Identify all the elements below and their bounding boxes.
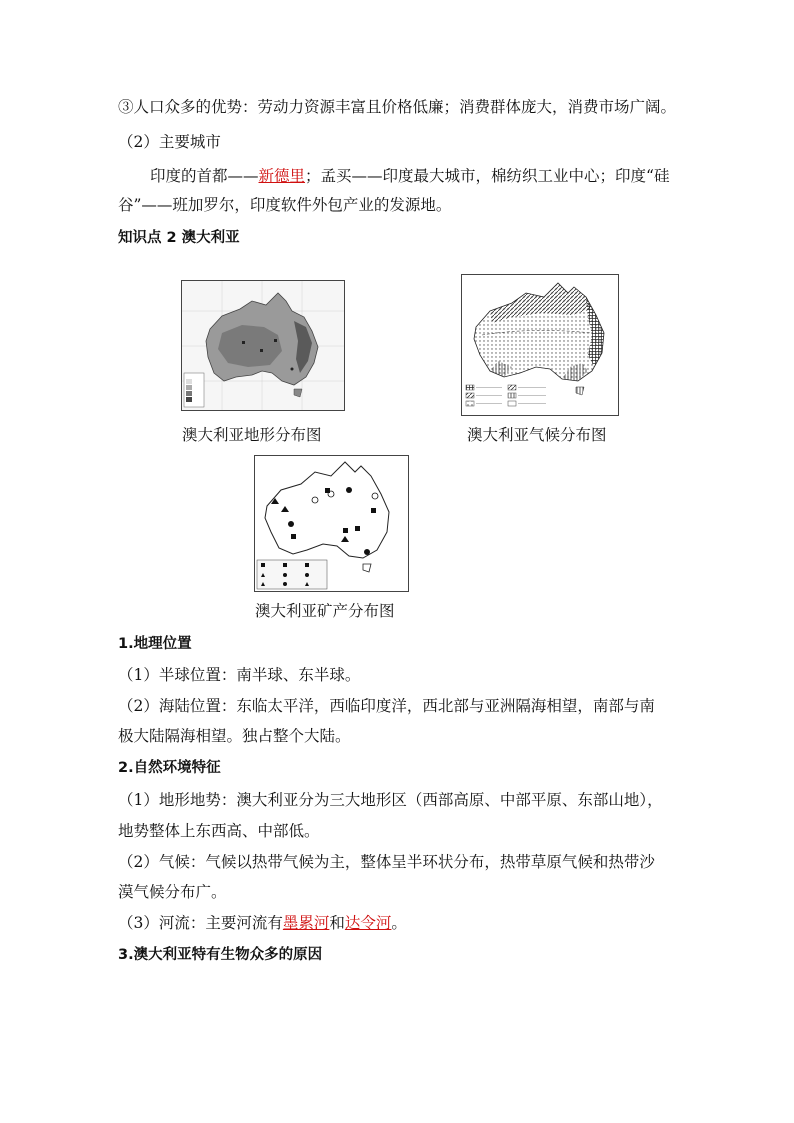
text-line: 地势整体上东西高、中部低。 — [118, 822, 320, 840]
text-line: 漠气候分布广。 — [118, 883, 227, 901]
climate-map-caption: 澳大利亚气候分布图 — [467, 426, 607, 444]
mineral-map-svg — [255, 456, 408, 591]
section-title-location: 1.地理位置 — [118, 636, 192, 652]
text-line — [118, 913, 407, 933]
text-line: （2）气候：气候以热带气候为主，整体呈半环状分布，热带草原气候和热带沙 — [118, 853, 655, 871]
text-span: 和 — [329, 914, 345, 932]
section-title-species: 3.澳大利亚特有生物众多的原因 — [118, 947, 323, 963]
mineral-map-caption: 澳大利亚矿产分布图 — [255, 602, 395, 620]
text-line: 极大陆隔海相望。独占整个大陆。 — [118, 727, 351, 745]
text-line: 谷”——班加罗尔，印度软件外包产业的发源地。 — [118, 196, 452, 214]
text-span: 印度的首都—— — [150, 167, 259, 185]
highlight-new-delhi: 新德里 — [258, 167, 306, 185]
climate-map-svg — [462, 275, 618, 415]
terrain-map-svg — [182, 281, 344, 410]
mineral-map-figure — [254, 455, 409, 592]
terrain-map-caption: 澳大利亚地形分布图 — [182, 426, 322, 444]
text-span: 。 — [391, 914, 407, 932]
climate-map-figure — [461, 274, 619, 416]
text-span: （3）河流：主要河流有 — [118, 914, 283, 932]
text-line: （1）地形地势：澳大利亚分为三大地形区（西部高原、中部平原、东部山地）， — [118, 791, 663, 809]
text-line: （2）海陆位置：东临太平洋，西临印度洋，西北部与亚洲隔海相望，南部与南 — [118, 697, 655, 715]
highlight-darling-river: 达令河 — [344, 914, 392, 932]
text-line: （1）半球位置：南半球、东半球。 — [118, 666, 361, 684]
knowledge-point-heading: 知识点 2 澳大利亚 — [118, 230, 240, 246]
terrain-map-figure — [181, 280, 345, 411]
text-span: ；孟买——印度最大城市，棉纺织工业中心；印度“硅 — [305, 167, 670, 185]
text-line — [150, 166, 669, 186]
section-title-environment: 2.自然环境特征 — [118, 760, 221, 776]
highlight-murray-river: 墨累河 — [282, 914, 330, 932]
text-line: ③人口众多的优势：劳动力资源丰富且价格低廉；消费群体庞大，消费市场广阔。 — [118, 98, 677, 116]
subsection-title: （2）主要城市 — [118, 133, 221, 151]
